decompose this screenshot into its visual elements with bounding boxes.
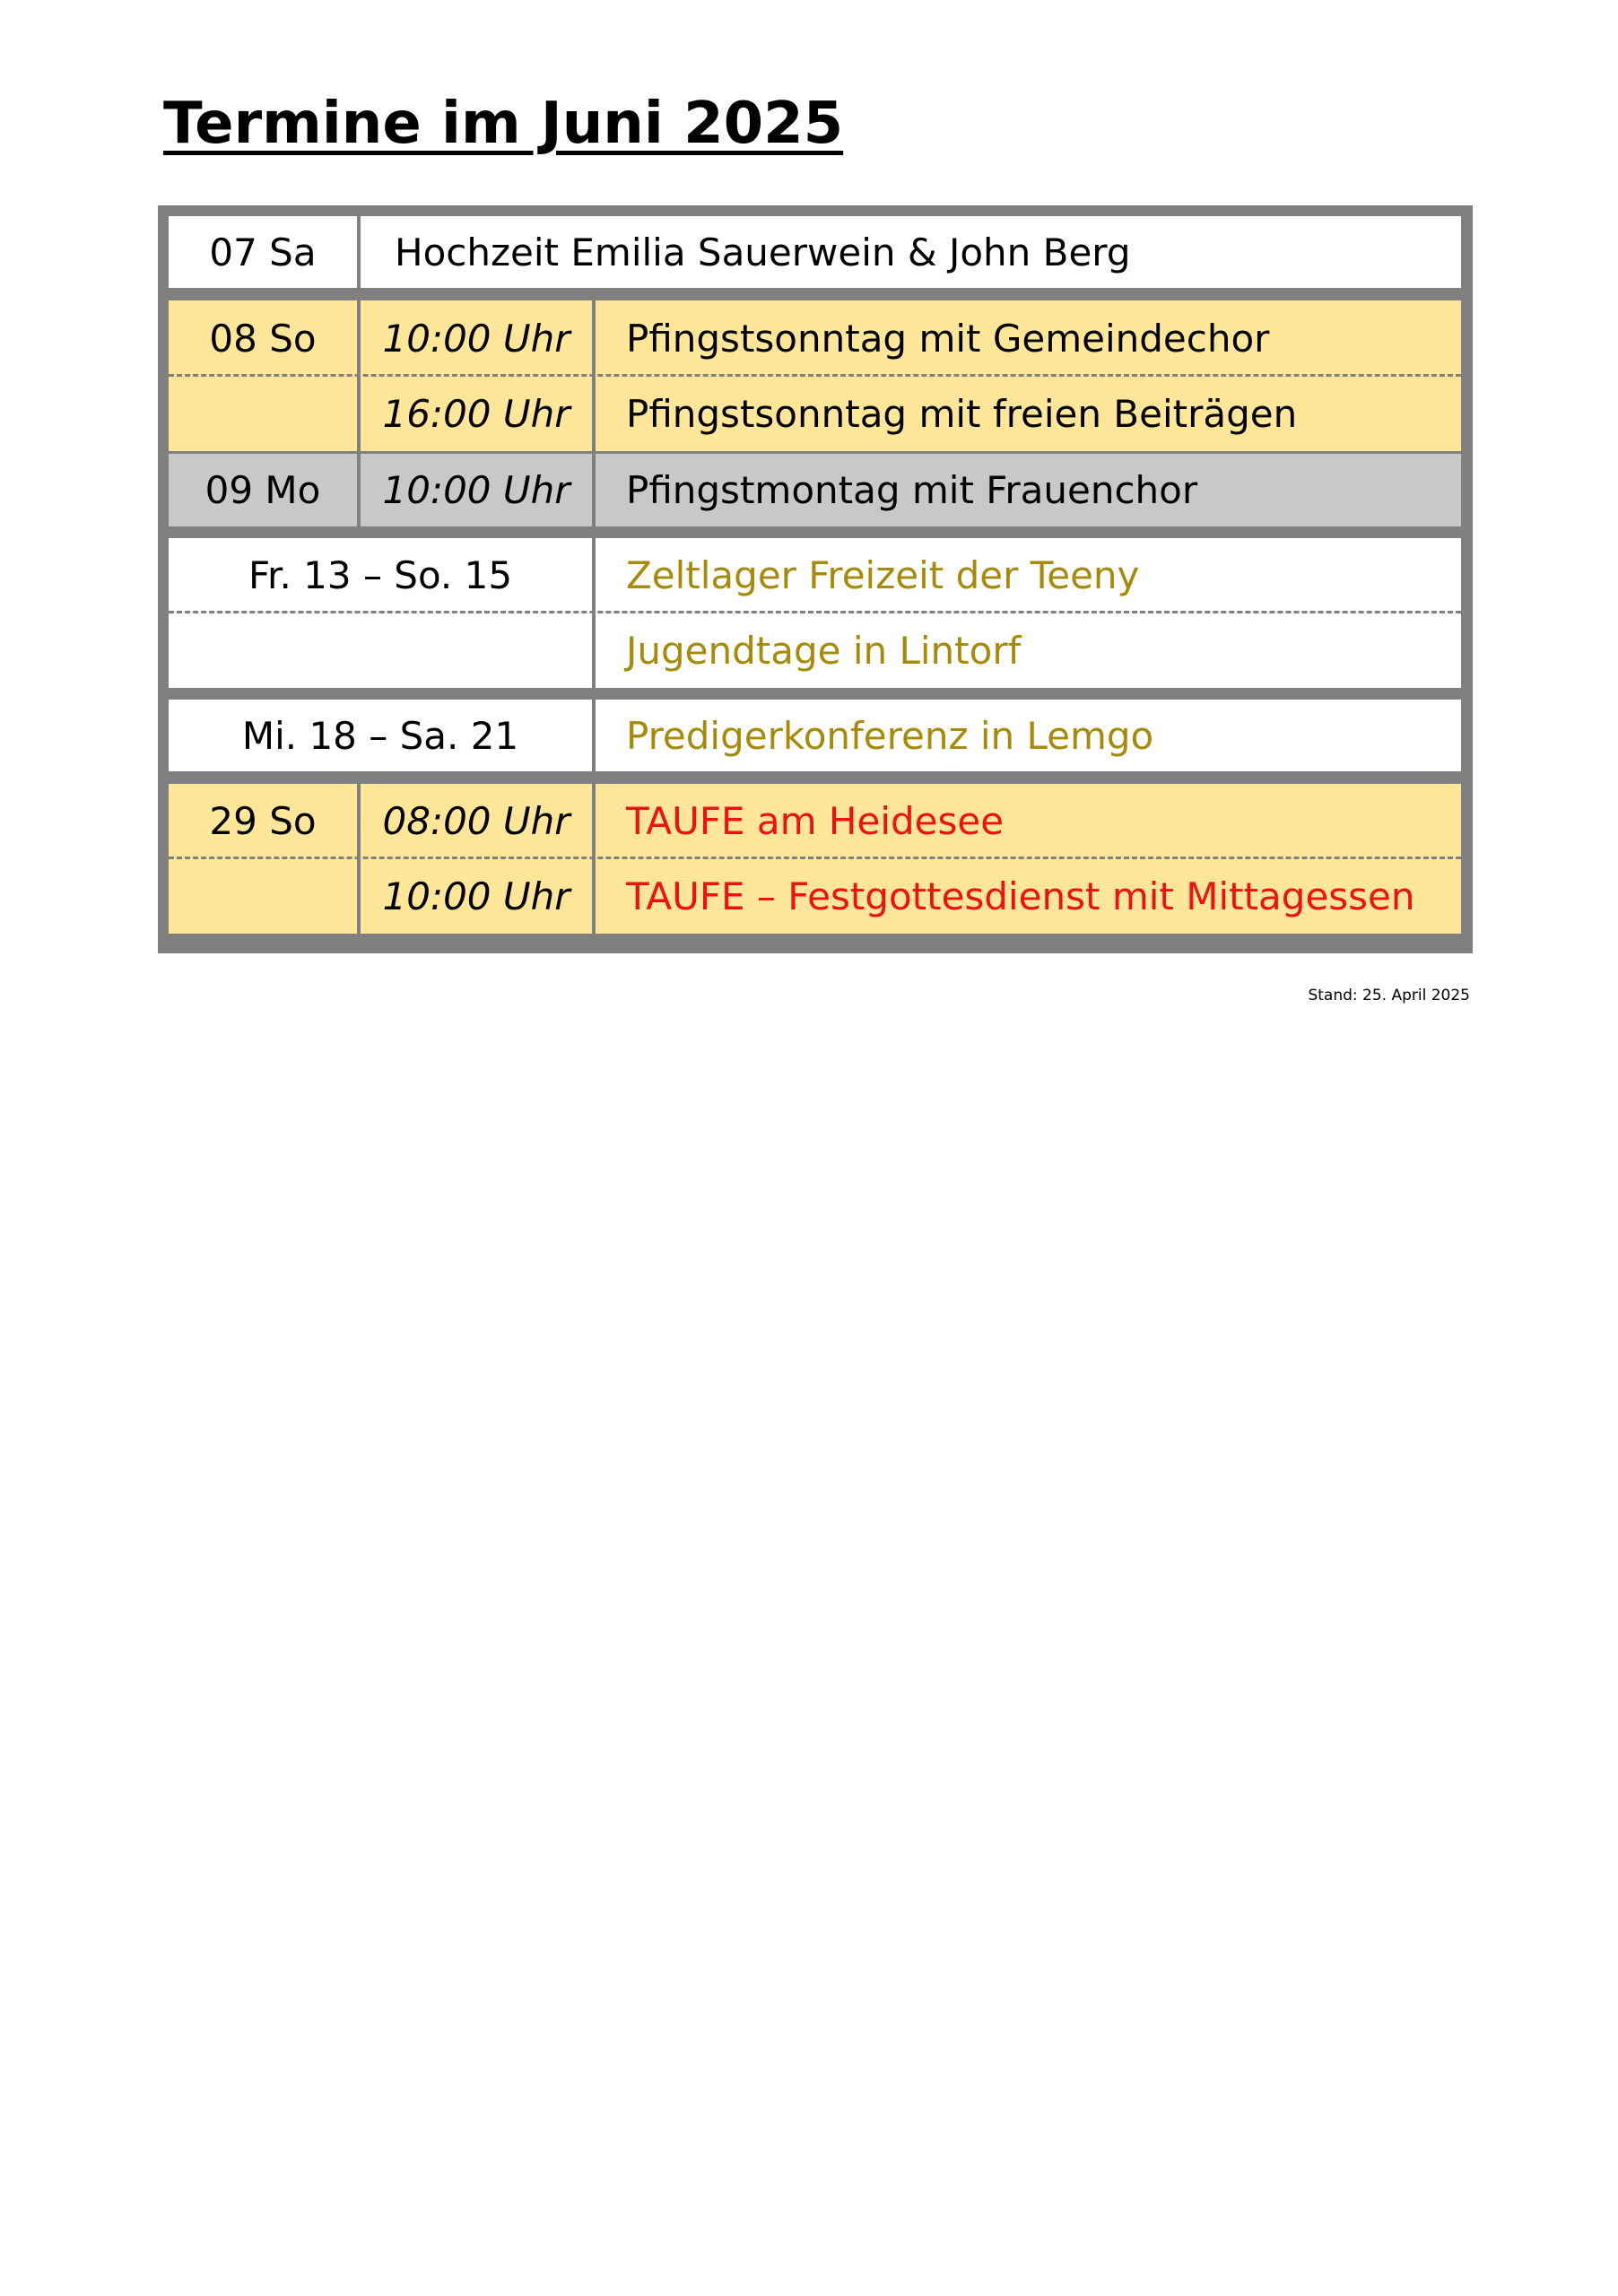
schedule-day-block xyxy=(169,538,1461,688)
row-separator xyxy=(169,857,1461,859)
column-divider xyxy=(357,784,361,934)
column-divider xyxy=(592,300,596,451)
day-cell: 08 So xyxy=(209,316,317,361)
page-title: Termine im Juni 2025 xyxy=(163,91,844,157)
table-row xyxy=(169,376,1461,451)
row-separator xyxy=(169,374,1461,377)
time-cell: 10:00 Uhr xyxy=(382,468,570,512)
event-cell: Pfingstsonntag mit freien Beiträgen xyxy=(626,391,1298,436)
table-row xyxy=(169,454,1461,526)
column-divider xyxy=(592,784,596,934)
event-cell: TAUFE am Heidesee xyxy=(626,799,1005,843)
table-row xyxy=(169,538,1461,613)
event-cell: Jugendtage in Lintorf xyxy=(626,628,1022,673)
column-divider xyxy=(357,454,361,526)
row-separator xyxy=(169,611,1461,613)
column-divider xyxy=(592,538,596,688)
column-divider xyxy=(592,454,596,526)
revision-date: Stand: 25. April 2025 xyxy=(1308,987,1470,1004)
table-row xyxy=(169,300,1461,376)
table-row xyxy=(169,613,1461,688)
day-cell: 09 Mo xyxy=(204,468,321,512)
schedule-day-block xyxy=(169,700,1461,771)
time-cell: 10:00 Uhr xyxy=(382,874,570,918)
table-row xyxy=(169,216,1461,288)
table-row xyxy=(169,784,1461,858)
event-cell: TAUFE – Festgottesdienst mit Mittagessen xyxy=(626,874,1415,918)
schedule-day-block xyxy=(169,216,1461,288)
day-cell: 29 So xyxy=(209,799,317,843)
time-cell: 10:00 Uhr xyxy=(382,316,570,361)
column-divider xyxy=(592,700,596,771)
schedule-day-block xyxy=(169,784,1461,934)
table-row xyxy=(169,700,1461,771)
time-cell: 08:00 Uhr xyxy=(382,799,570,843)
table-row xyxy=(169,858,1461,934)
event-cell: Hochzeit Emilia Sauerwein & John Berg xyxy=(395,230,1131,274)
schedule-table xyxy=(158,205,1473,953)
time-cell: 16:00 Uhr xyxy=(382,391,570,436)
day-cell: Fr. 13 – So. 15 xyxy=(248,553,513,597)
schedule-day-block xyxy=(169,454,1461,526)
column-divider xyxy=(357,300,361,451)
event-cell: Pfingstsonntag mit Gemeindechor xyxy=(626,316,1270,361)
day-cell: 07 Sa xyxy=(209,230,317,274)
schedule-day-block xyxy=(169,300,1461,451)
day-cell: Mi. 18 – Sa. 21 xyxy=(241,713,519,758)
event-cell: Pfingstmontag mit Frauenchor xyxy=(626,468,1198,512)
event-cell: Predigerkonferenz in Lemgo xyxy=(626,713,1154,758)
event-cell: Zeltlager Freizeit der Teeny xyxy=(626,553,1140,597)
